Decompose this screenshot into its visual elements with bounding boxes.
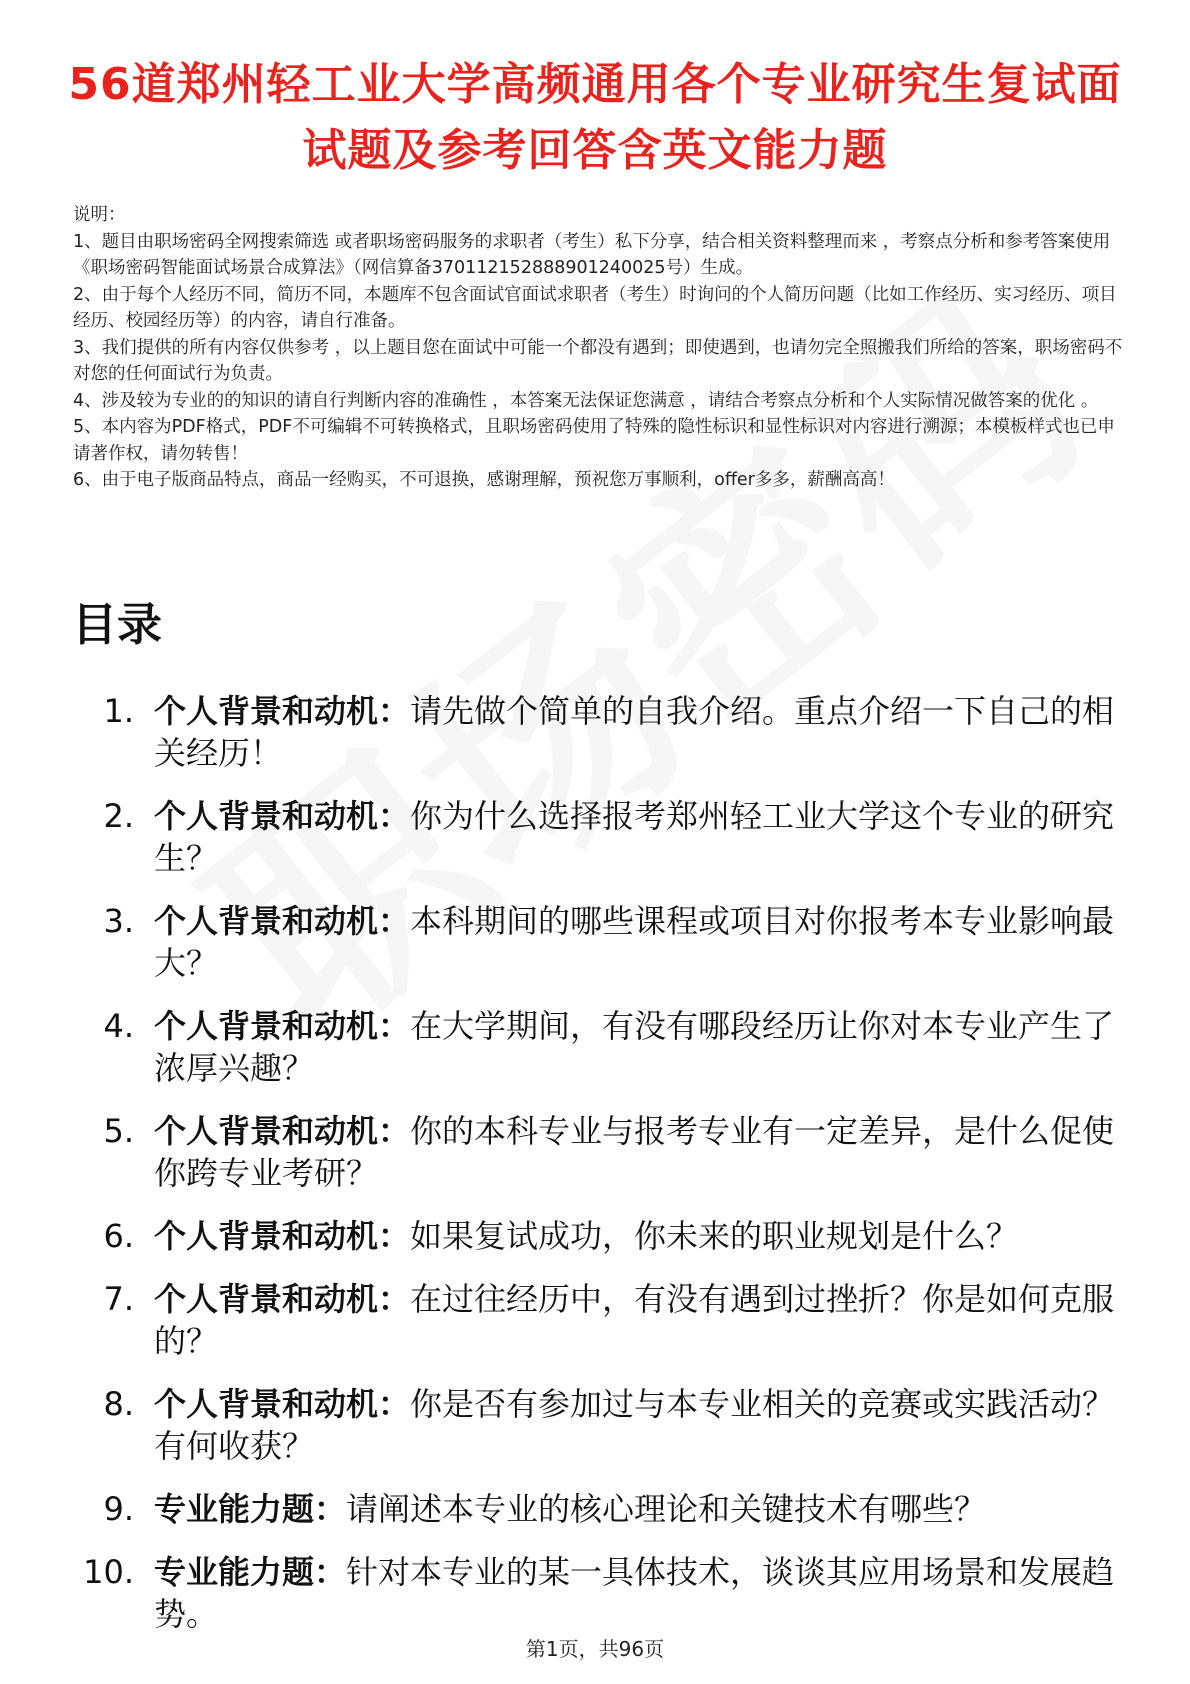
toc-question: 如果复试成功，你未来的职业规划是什么？	[410, 1217, 1019, 1255]
toc-heading: 目录	[72, 598, 163, 651]
toc-number: 1.	[103, 692, 134, 730]
toc-item[interactable]	[60, 1278, 1120, 1362]
toc-category: 专业能力题：	[154, 1490, 347, 1528]
notes-section	[73, 202, 1123, 494]
toc-category: 专业能力题：	[154, 1553, 347, 1591]
toc-question: 你为什么选择报考郑州轻工业大学这个专业的研究生？	[154, 797, 1115, 877]
toc-question: 请先做个简单的自我介绍。重点介绍一下自己的相关经历！	[154, 692, 1115, 772]
toc-item[interactable]	[60, 1551, 1120, 1635]
note-item: 2、由于每个人经历不同，简历不同，本题库不包含面试官面试求职者（考生）时询问的个人简历问题（比如工作经历、实习经历、项目经历、校园经历等）的内容，请自行准备。	[73, 284, 1117, 331]
toc-category: 个人背景和动机：	[154, 1007, 411, 1045]
toc-item[interactable]	[60, 1215, 1120, 1257]
page-footer: 第1页，共96页	[525, 1637, 665, 1661]
toc-category: 个人背景和动机：	[154, 1217, 411, 1255]
toc-question: 在过往经历中，有没有遇到过挫折？你是如何克服的？	[154, 1280, 1115, 1360]
toc-number: 4.	[103, 1007, 134, 1045]
table-of-contents	[60, 690, 1120, 1656]
toc-number: 9.	[103, 1490, 134, 1528]
toc-item[interactable]	[60, 1488, 1120, 1530]
toc-number: 6.	[103, 1217, 134, 1255]
toc-question: 本科期间的哪些课程或项目对你报考本专业影响最大？	[154, 902, 1115, 982]
toc-number: 10.	[83, 1553, 134, 1591]
document-title: 56道郑州轻工业大学高频通用各个专业研究生复试面试题及参考回答含英文能力题	[68, 59, 1122, 176]
toc-item[interactable]	[60, 690, 1120, 774]
toc-number: 3.	[103, 902, 134, 940]
toc-category: 个人背景和动机：	[154, 1112, 411, 1150]
toc-category: 个人背景和动机：	[154, 1385, 411, 1423]
toc-item[interactable]	[60, 900, 1120, 984]
toc-question: 在大学期间，有没有哪段经历让你对本专业产生了浓厚兴趣？	[154, 1007, 1115, 1087]
toc-question: 你的本科专业与报考专业有一定差异，是什么促使你跨专业考研？	[154, 1112, 1115, 1192]
toc-question: 针对本专业的某一具体技术，谈谈其应用场景和发展趋势。	[154, 1553, 1115, 1633]
note-item: 3、我们提供的所有内容仅供参考 ，以上题目您在面试中可能一个都没有遇到；即使遇到，也请勿完全照搬我们所给的答案，职场密码不对您的任何面试行为负责。	[73, 337, 1123, 384]
toc-item[interactable]	[60, 1005, 1120, 1089]
toc-number: 2.	[103, 797, 134, 835]
toc-category: 个人背景和动机：	[154, 1280, 411, 1318]
toc-category: 个人背景和动机：	[154, 692, 411, 730]
toc-question: 请阐述本专业的核心理论和关键技术有哪些？	[346, 1490, 987, 1528]
toc-item[interactable]	[60, 1383, 1120, 1467]
note-item: 6、由于电子版商品特点，商品一经购买，不可退换，感谢理解，预祝您万事顺利，offer多多，薪酬高高！	[73, 470, 895, 490]
toc-item[interactable]	[60, 795, 1120, 879]
note-item: 1、题目由职场密码全网搜索筛选 或者职场密码服务的求职者（考生）私下分享，结合相关资料整理而来 ，考察点分析和参考答案使用《职场密码智能面试场景合成算法》（网信算备370112152888901240025号）生成。	[73, 231, 1111, 278]
toc-category: 个人背景和动机：	[154, 902, 411, 940]
toc-category: 个人背景和动机：	[154, 797, 411, 835]
note-item: 4、涉及较为专业的的知识的请自行判断内容的准确性 ，本答案无法保证您满意 ，请结合考察点分析和个人实际情况做答案的优化 。	[73, 390, 1099, 411]
notes-heading: 说明：	[73, 205, 126, 225]
toc-number: 7.	[103, 1280, 134, 1318]
toc-question: 你是否有参加过与本专业相关的竞赛或实践活动？有何收获？	[154, 1385, 1115, 1465]
note-item: 5、本内容为PDF格式，PDF不可编辑不可转换格式，且职场密码使用了特殊的隐性标识和显性标识对内容进行溯源；本模板样式也已申请著作权，请勿转售！	[73, 417, 1115, 464]
toc-item[interactable]	[60, 1110, 1120, 1194]
toc-number: 8.	[103, 1385, 134, 1423]
toc-number: 5.	[103, 1112, 134, 1150]
